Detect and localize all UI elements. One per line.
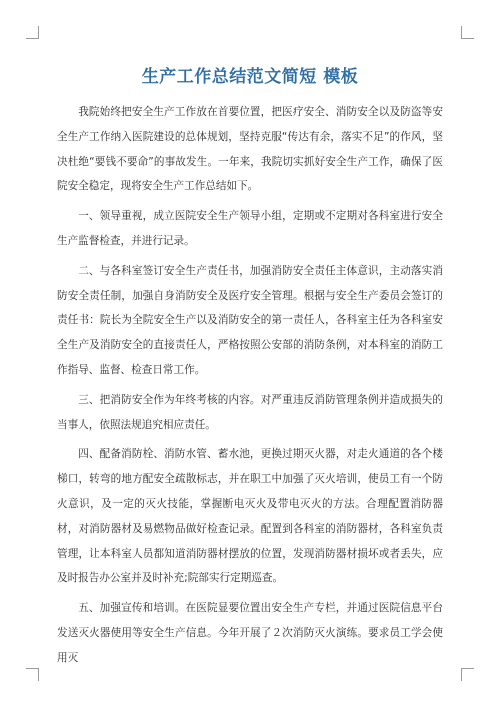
paragraph-intro: 我院始终把安全生产工作放在首要位置，把医疗安全、消防安全以及防盗等安全生产工作纳入医院建设的总体规划，坚持克服“传达有余，落实不足”的作风，坚决杜绝“要钱不要命”的事故发生。一年来，我院切实抓好安全生产工作，确保了医院安全稳定，现将安全生产工作总结如下。 xyxy=(57,106,443,193)
document-title: 生产工作总结范文简短 模板 xyxy=(141,67,359,87)
paragraph-1: 一、领导重视，成立医院安全生产领导小组，定期或不定期对各科室进行安全生产监督检查，并进行记录。 xyxy=(57,210,443,247)
paragraph-3: 三、把消防安全作为年终考核的内容。对严重违反消防管理条例并造成损失的当事人，依照法规追究相应责任。 xyxy=(57,393,443,431)
crop-mark-top-right xyxy=(461,26,474,39)
paragraph-2: 二、与各科室签订安全生产责任书，加强消防安全责任主体意识，主动落实消防安全责任制，加强自身消防安全及医疗安全管理。根据与安全生产委员会签订的责任书：院长为全院安全生产以及消防安全的第一责任人，各科室主任为各科室安全生产及消防安全的直接责任人，严格按照公安部的消防条例，对本科室的消防工作指导、监督、检查日常工作。 xyxy=(57,264,443,376)
crop-mark-bottom-right xyxy=(461,668,474,681)
paragraph-5: 五、加强宣传和培训。在医院显要位置出安全生产专栏，并通过医院信息平台发送灭火器使用等安全生产信息。今年开展了２次消防灭火演练。要求员工学会使用灭 xyxy=(57,602,443,664)
crop-mark-top-left xyxy=(26,26,39,39)
document-body xyxy=(57,100,443,676)
paragraph-4: 四、配备消防栓、消防水管、蓄水池，更换过期灭火器，对走火通道的各个楼梯口，转弯的地方配安全疏散标志，并在职工中加强了灭火培训，使员工有一个防火意识，及一定的灭火技能，掌握断电灭火及带电灭火的方法。合理配置消防器材，对消防器材及易燃物品做好检查记录。配置到各科室的消防器材，各科室负责管理，让本科室人员都知道消防器材摆放的位置，发现消防器材损坏或者丢失，应及时报告办公室并及时补充;院部实行定期巡查。 xyxy=(57,448,443,585)
crop-mark-bottom-left xyxy=(26,668,39,681)
